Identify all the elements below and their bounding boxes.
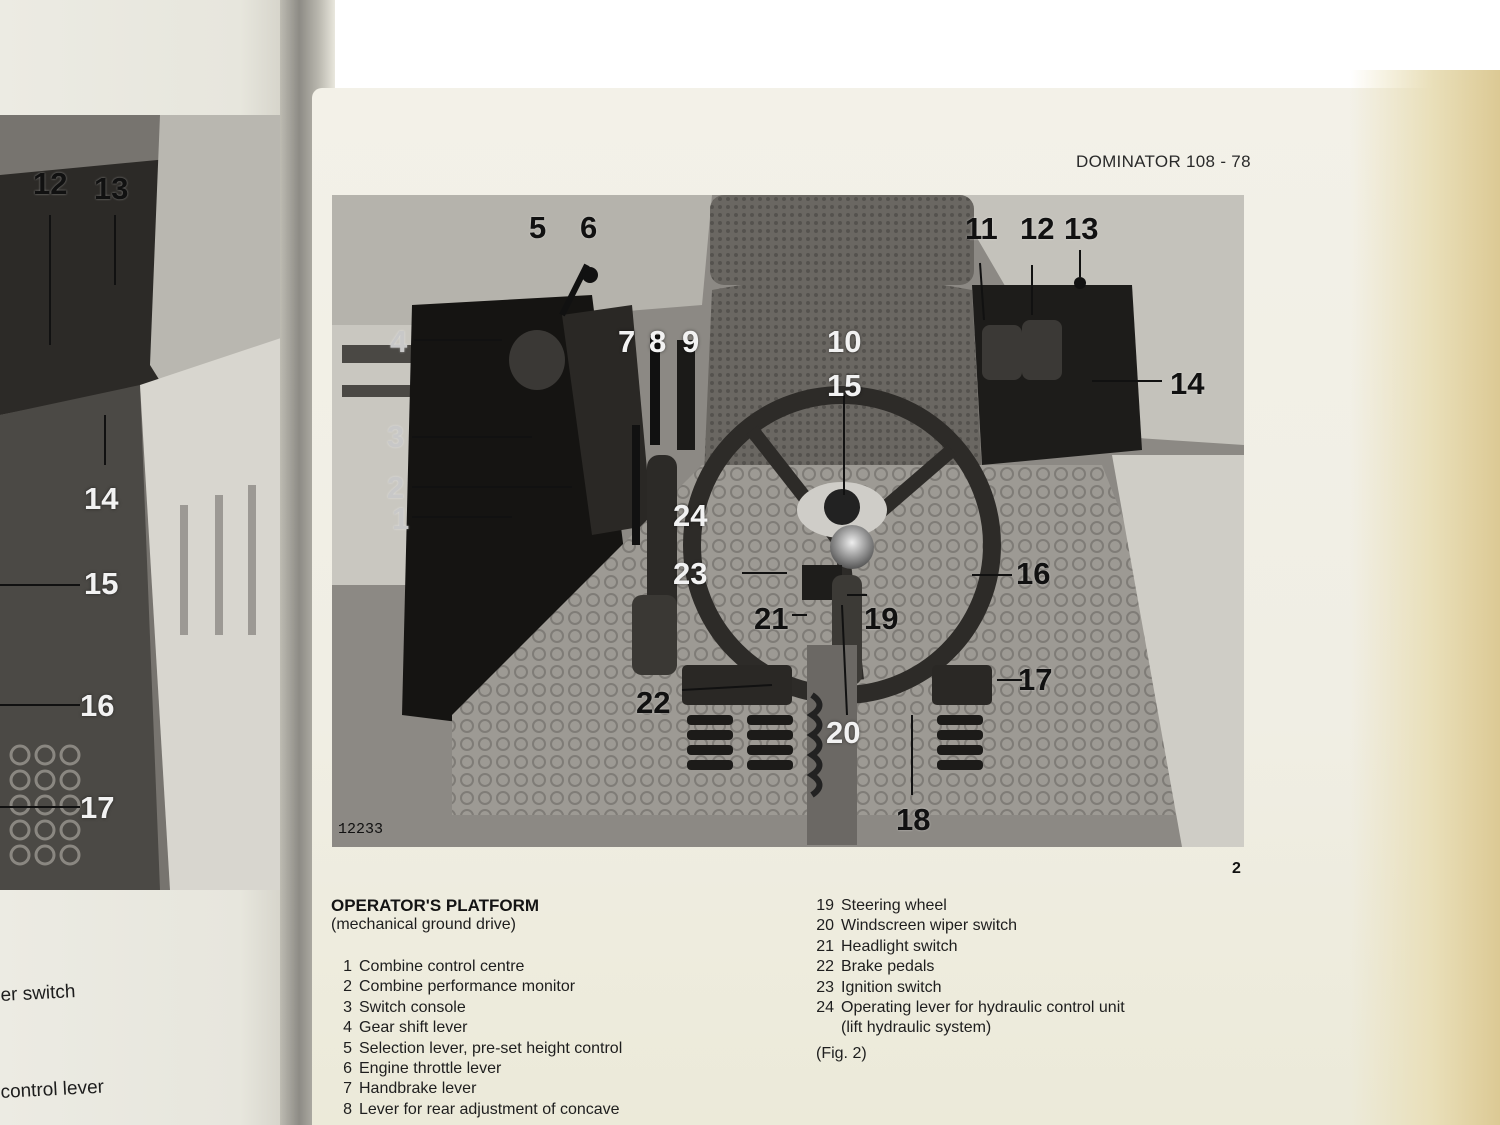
page-edge-shading xyxy=(1350,70,1500,1125)
left-photo-illustration xyxy=(0,115,290,890)
legend-number: 19 xyxy=(816,897,834,914)
legend-number: 24 xyxy=(816,998,834,1016)
legend-text: Steering wheel xyxy=(841,897,947,914)
callout-4: 4 xyxy=(390,324,408,359)
legend-text: Combine control centre xyxy=(359,958,525,975)
callout-5: 5 xyxy=(529,210,547,245)
legend-text: Brake pedals xyxy=(841,958,935,976)
left-text-fragment: control lever xyxy=(0,1076,105,1103)
legend-number: 23 xyxy=(816,978,834,996)
callout-16: 16 xyxy=(1016,556,1051,591)
legend-text: Operating lever for hydraulic control unit xyxy=(841,998,1125,1016)
callout-15: 15 xyxy=(827,368,862,403)
legend-text: Engine throttle lever xyxy=(359,1059,502,1077)
callout-18: 18 xyxy=(896,802,931,837)
callout-21: 21 xyxy=(754,601,789,636)
legend-item xyxy=(812,999,1125,1019)
legend-item xyxy=(330,1019,622,1039)
operator-platform-illustration xyxy=(332,195,1244,847)
legend-number xyxy=(812,1019,841,1039)
legend-number: 21 xyxy=(816,937,834,955)
legend-text: (lift hydraulic system) xyxy=(841,1019,992,1037)
callout-14: 14 xyxy=(1170,366,1205,401)
legend-number: 4 xyxy=(343,1019,352,1037)
legend-item xyxy=(812,979,1125,999)
legend-number: 20 xyxy=(816,917,834,935)
callout-9: 9 xyxy=(682,324,700,359)
operator-platform-photo xyxy=(332,195,1244,847)
legend-number: 3 xyxy=(343,998,352,1016)
left-callout-15: 15 xyxy=(84,566,119,601)
legend-text: Lever for rear adjustment of concave xyxy=(359,1100,620,1118)
callout-20: 20 xyxy=(826,715,861,750)
callout-1: 1 xyxy=(392,501,410,536)
callout-2: 2 xyxy=(387,470,405,505)
legend-text: Windscreen wiper switch xyxy=(841,917,1018,935)
callout-10: 10 xyxy=(827,324,862,359)
callout-3: 3 xyxy=(387,419,405,454)
photo-reference-code: 12233 xyxy=(338,821,384,838)
legend-item xyxy=(330,958,622,978)
callout-7: 7 xyxy=(618,324,636,359)
left-callout-16: 16 xyxy=(80,688,115,723)
legend-number: 7 xyxy=(343,1080,352,1098)
legend-item xyxy=(812,938,1125,958)
callout-23: 23 xyxy=(673,556,708,591)
legend-item xyxy=(812,1019,1125,1039)
legend-text: Switch console xyxy=(359,998,466,1016)
legend-text: Handbrake lever xyxy=(359,1080,477,1098)
legend-text: Selection lever, pre-set height control xyxy=(359,1039,623,1057)
legend-number: 5 xyxy=(343,1039,352,1057)
callout-6: 6 xyxy=(580,210,598,245)
left-page-photo xyxy=(0,115,290,890)
legend-text: Combine performance monitor xyxy=(359,978,576,996)
legend-text: Ignition switch xyxy=(841,978,942,996)
legend-item xyxy=(330,1101,622,1121)
callout-19: 19 xyxy=(864,601,899,636)
legend-item xyxy=(330,1060,622,1080)
callout-12: 12 xyxy=(1020,211,1055,246)
left-callout-17: 17 xyxy=(80,790,115,825)
legend-number: 6 xyxy=(343,1059,352,1077)
legend-item xyxy=(330,1080,622,1100)
legend-item xyxy=(812,958,1125,978)
legend-item xyxy=(330,1040,622,1060)
figure-reference: (Fig. 2) xyxy=(816,1045,867,1062)
legend-number: 8 xyxy=(343,1100,352,1118)
callout-17: 17 xyxy=(1018,662,1053,697)
legend-item xyxy=(812,917,1125,937)
callout-11: 11 xyxy=(965,211,998,246)
legend-number: 1 xyxy=(343,958,352,975)
section-subtitle: (mechanical ground drive) xyxy=(331,916,516,933)
legend-number: 2 xyxy=(343,978,352,996)
callout-13: 13 xyxy=(1064,211,1099,246)
legend-item xyxy=(330,978,622,998)
callout-22: 22 xyxy=(636,685,671,720)
legend-list-right xyxy=(812,897,1125,1040)
figure-number: 2 xyxy=(1232,860,1241,877)
left-text-fragment: er switch xyxy=(0,981,76,1006)
legend-text: Gear shift lever xyxy=(359,1019,468,1037)
left-callout-14: 14 xyxy=(84,481,119,516)
left-page xyxy=(0,0,300,1125)
running-header: DOMINATOR 108 - 78 xyxy=(1076,152,1251,171)
left-callout-13: 13 xyxy=(94,171,129,206)
legend-list-left xyxy=(330,958,622,1121)
section-title: OPERATOR'S PLATFORM xyxy=(331,896,540,915)
legend-item xyxy=(812,897,1125,917)
legend-item xyxy=(330,999,622,1019)
legend-number: 22 xyxy=(816,958,834,976)
callout-8: 8 xyxy=(649,324,667,359)
left-callout-12: 12 xyxy=(33,166,68,201)
callout-24: 24 xyxy=(673,498,708,533)
legend-text: Headlight switch xyxy=(841,937,958,955)
